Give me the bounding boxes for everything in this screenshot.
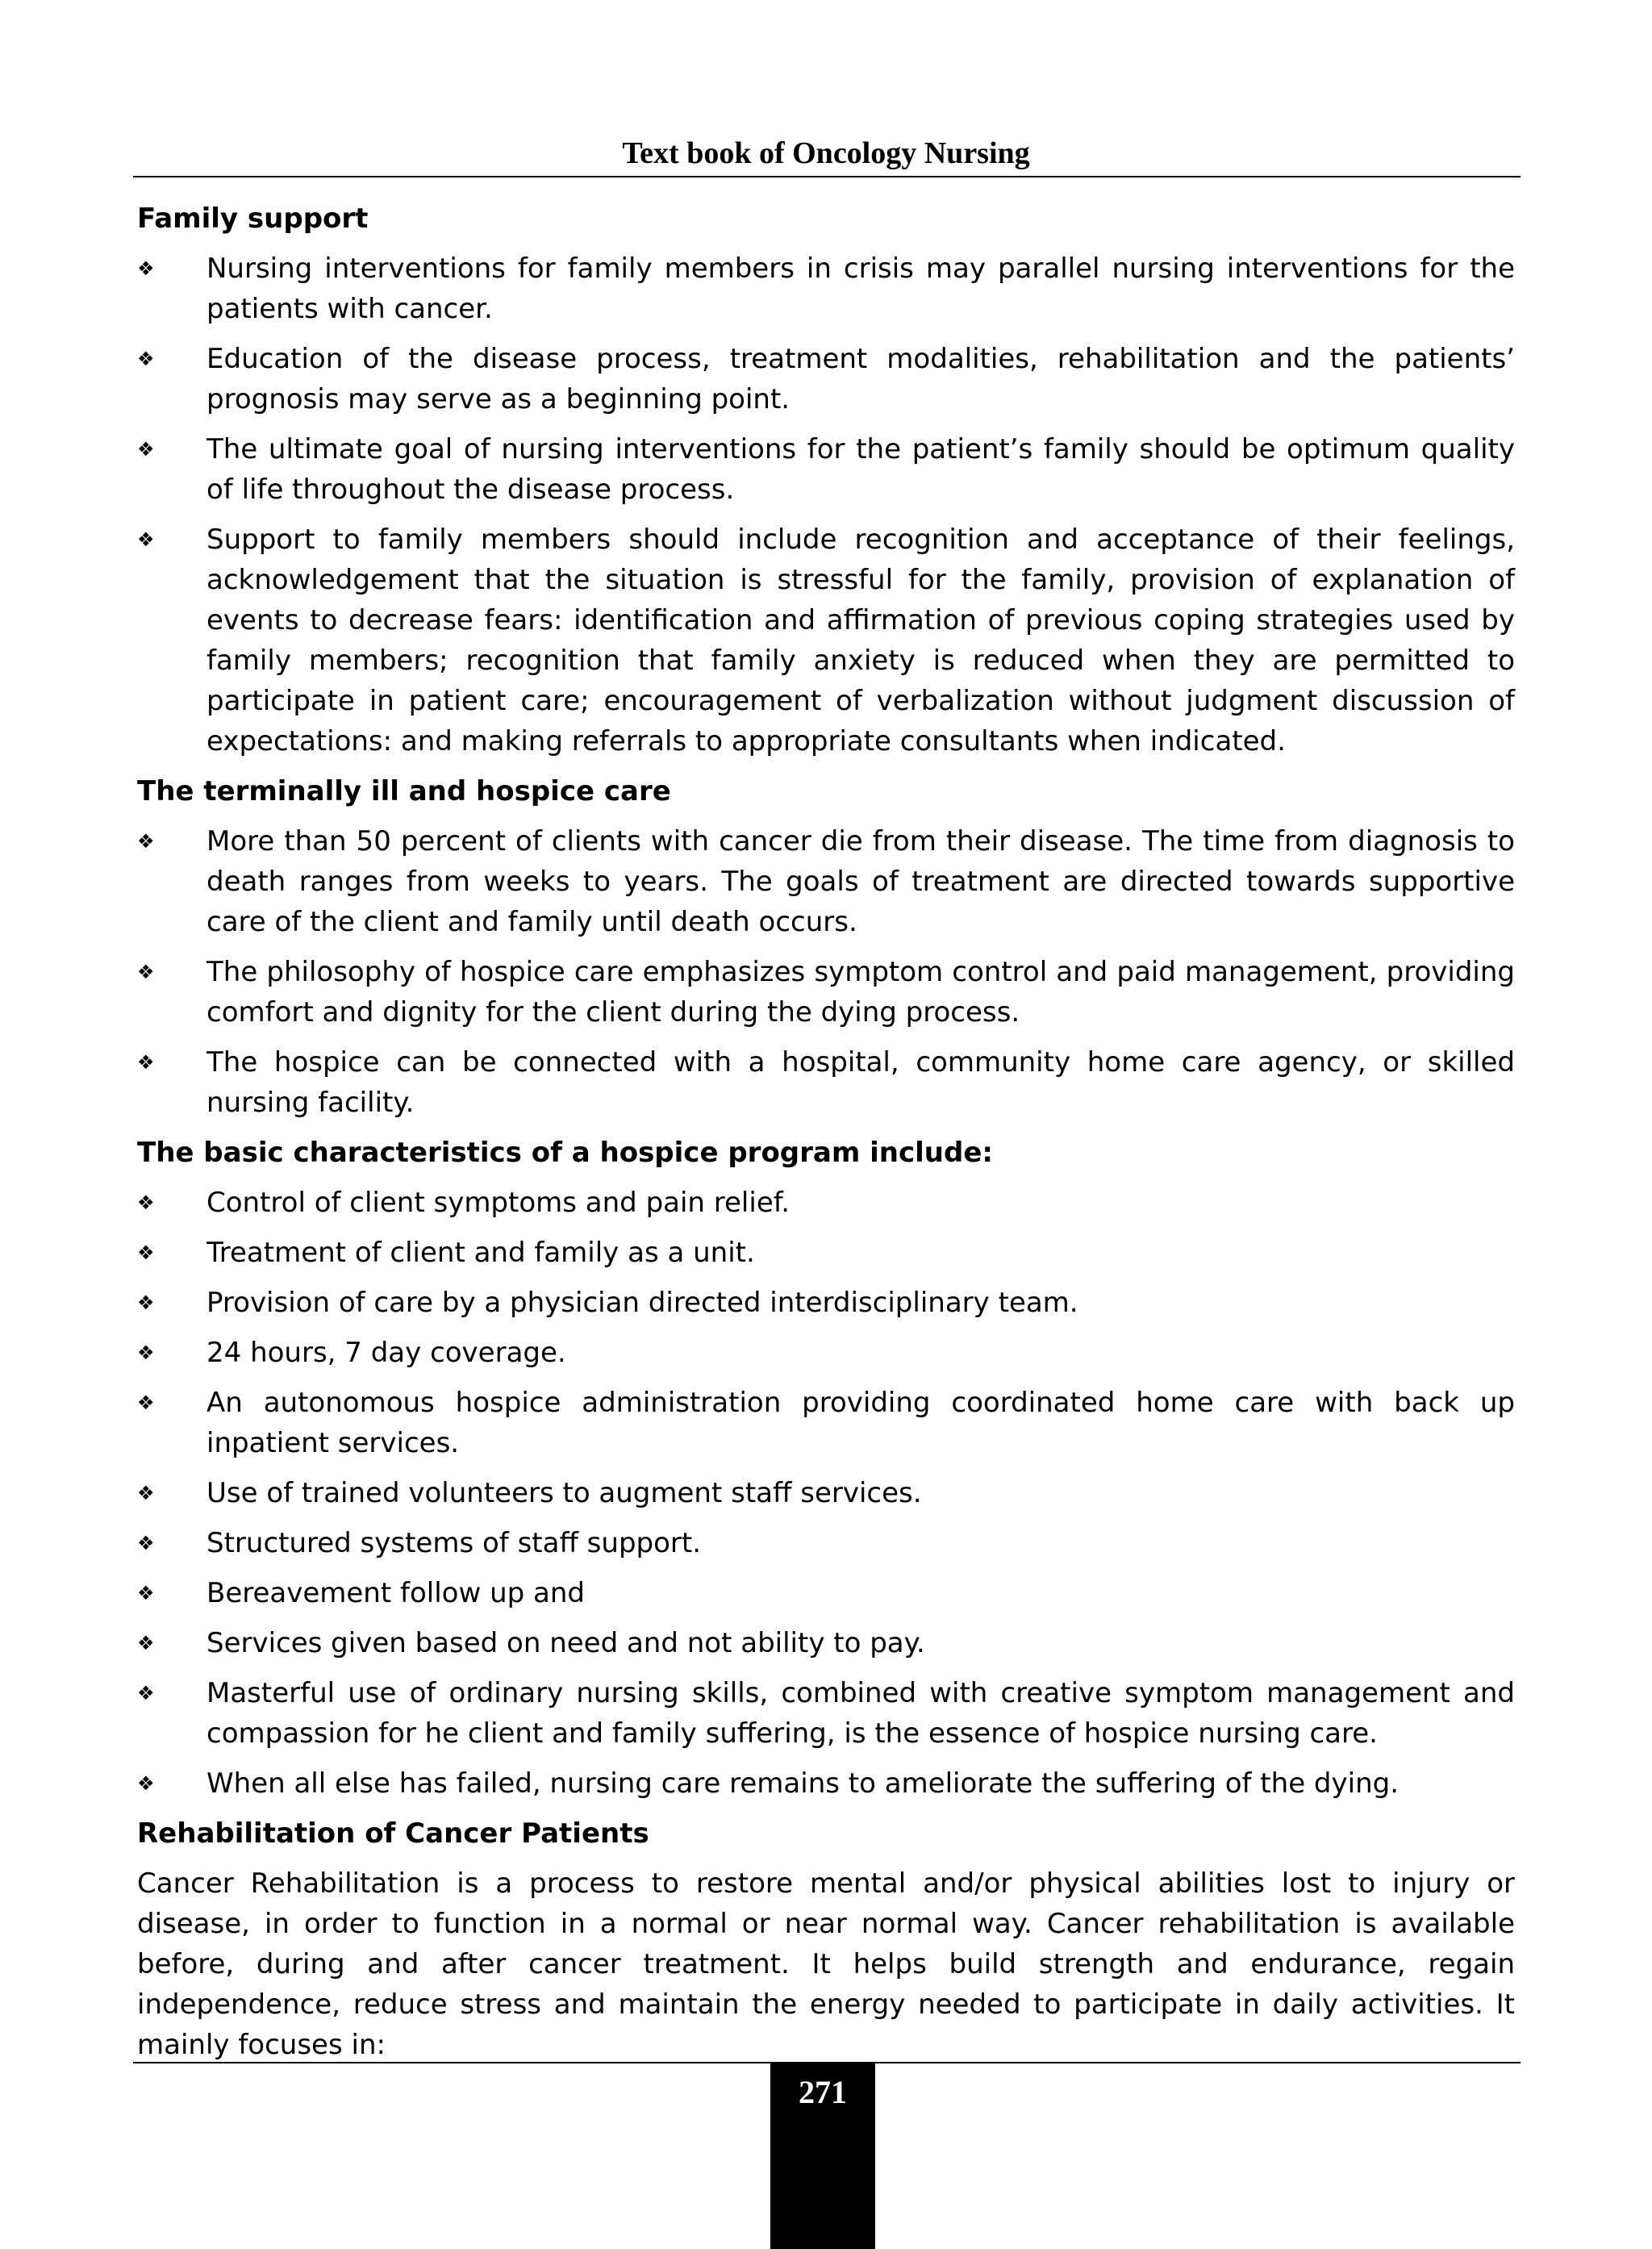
diamond-bullet-icon: ❖ — [137, 1392, 155, 1414]
diamond-bullet-icon: ❖ — [137, 1532, 155, 1554]
section-heading: Family support — [137, 202, 369, 235]
page-number: 271 — [799, 2074, 847, 2110]
bullet-item — [137, 1623, 1515, 1663]
diamond-bullet-icon: ❖ — [137, 1291, 155, 1314]
bullet-item — [137, 1183, 1515, 1223]
section-heading: The terminally ill and hospice care — [137, 775, 671, 807]
bullet-text: More than 50 percent of clients with cancer die from their disease. The time from diagnosis to death ranges from weeks to years. The goals of treatment are directed towards supportive care of the client and family until death occurs. — [206, 825, 1515, 938]
bullet-text: An autonomous hospice administration providing coordinated home care with back up inpatient services. — [206, 1387, 1515, 1459]
diamond-bullet-icon: ❖ — [137, 1241, 155, 1264]
bullet-text: Use of trained volunteers to augment staff services. — [206, 1477, 922, 1509]
bullet-text: Provision of care by a physician directed interdisciplinary team. — [206, 1287, 1078, 1319]
bullet-item — [137, 1042, 1515, 1123]
bullet-text: 24 hours, 7 day coverage. — [206, 1337, 566, 1369]
diamond-bullet-icon: ❖ — [137, 348, 155, 370]
bullet-item — [137, 248, 1515, 329]
bullet-text: When all else has failed, nursing care remains to ameliorate the suffering of the dying. — [206, 1767, 1400, 1800]
bullet-item — [137, 1473, 1515, 1513]
diamond-bullet-icon: ❖ — [137, 528, 155, 551]
bullet-text: Services given based on need and not ability to pay. — [206, 1627, 925, 1659]
diamond-bullet-icon: ❖ — [137, 1772, 155, 1795]
bullet-item — [137, 1573, 1515, 1613]
section-heading: The basic characteristics of a hospice program include: — [137, 1137, 993, 1169]
diamond-bullet-icon: ❖ — [137, 1341, 155, 1364]
bullet-item — [137, 1383, 1515, 1463]
bullet-text: Control of client symptoms and pain relief. — [206, 1187, 791, 1219]
bullet-item — [137, 1233, 1515, 1273]
bullet-item — [137, 1673, 1515, 1754]
bullet-item — [137, 1283, 1515, 1323]
diamond-bullet-icon: ❖ — [137, 1482, 155, 1504]
diamond-bullet-icon: ❖ — [137, 961, 155, 983]
bullet-text: The hospice can be connected with a hospital, community home care agency, or skilled nursing facility. — [206, 1046, 1515, 1119]
bullet-item — [137, 429, 1515, 510]
diamond-bullet-icon: ❖ — [137, 1051, 155, 1074]
bullet-item — [137, 952, 1515, 1033]
bullet-text: Treatment of client and family as a unit. — [206, 1237, 755, 1269]
bullet-text: Structured systems of staff support. — [206, 1527, 702, 1559]
bullet-text: The ultimate goal of nursing interventions for the patient’s family should be optimum quality of life throughout the disease process. — [206, 433, 1515, 506]
header-rule — [133, 176, 1521, 177]
diamond-bullet-icon: ❖ — [137, 1632, 155, 1654]
diamond-bullet-icon: ❖ — [137, 1582, 155, 1604]
bullet-text: Masterful use of ordinary nursing skills, combined with creative symptom management and compassion for he client and family suffering, is the essence of hospice nursing care. — [206, 1677, 1515, 1750]
diamond-bullet-icon: ❖ — [137, 1682, 155, 1704]
bullet-item — [137, 821, 1515, 942]
running-header-title: Text book of Oncology Nursing — [622, 136, 1030, 170]
diamond-bullet-icon: ❖ — [137, 257, 155, 280]
bullet-item — [137, 1333, 1515, 1373]
diamond-bullet-icon: ❖ — [137, 830, 155, 853]
diamond-bullet-icon: ❖ — [137, 1191, 155, 1214]
bullet-text: Nursing interventions for family members in crisis may parallel nursing interventions for the patients with cancer. — [206, 252, 1515, 325]
page-number-tab — [770, 2063, 875, 2249]
bullet-text: Support to family members should include recognition and acceptance of their feelings, acknowledgement that the situation is stressful for the family, provision of explanation of events to decrease fears: identification and affirmation of previous coping strategies used by family members; recognition that family anxiety is reduced when they are permitted to participate in patient care; encouragement of verbalization without judgment discussion of expectations: and making referrals to appropriate consultants when indicated. — [206, 524, 1515, 757]
bullet-item — [137, 1523, 1515, 1563]
diamond-bullet-icon: ❖ — [137, 438, 155, 461]
page-body — [137, 198, 1515, 2065]
bullet-text: The philosophy of hospice care emphasizes symptom control and paid management, providing comfort and dignity for the client during the dying process. — [206, 956, 1515, 1029]
bullet-item — [137, 1763, 1515, 1804]
bullet-item — [137, 339, 1515, 419]
body-paragraph: Cancer Rehabilitation is a process to restore mental and/or physical abilities lost to injury or disease, in order to function in a normal or near normal way. Cancer rehabilitation is available before, during and after cancer treatment. It helps build strength and endurance, regain independence, reduce stress and maintain the energy needed to participate in daily activities. It mainly focuses in: — [137, 1867, 1515, 2061]
section-heading: Rehabilitation of Cancer Patients — [137, 1817, 649, 1850]
bullet-item — [137, 519, 1515, 761]
bullet-text: Education of the disease process, treatment modalities, rehabilitation and the patients’ prognosis may serve as a beginning point. — [206, 343, 1515, 415]
bullet-text: Bereavement follow up and — [206, 1577, 585, 1609]
